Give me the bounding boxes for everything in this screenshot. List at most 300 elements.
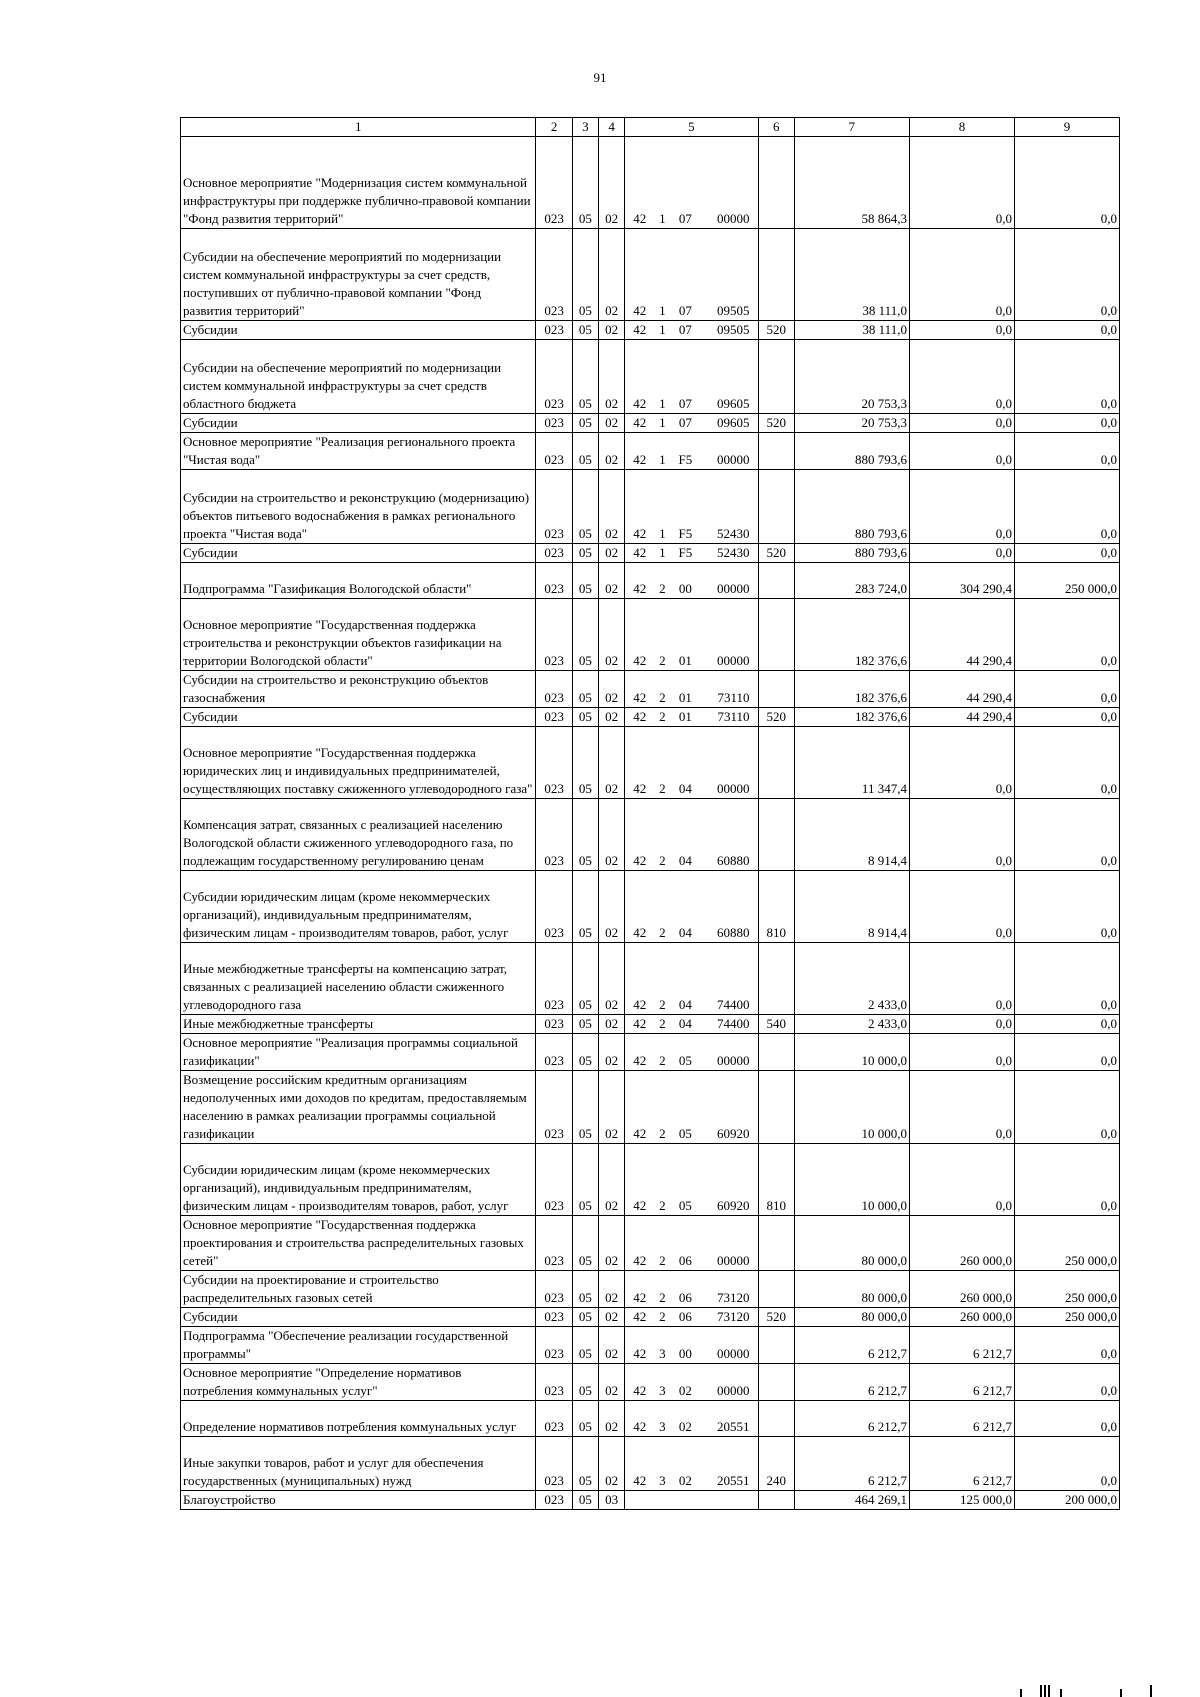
subsection-code: 02 bbox=[599, 1364, 625, 1401]
subsection-code: 02 bbox=[599, 340, 625, 414]
expense-type-code: 520 bbox=[758, 321, 794, 340]
target-article-part: 42 bbox=[633, 1346, 647, 1361]
expense-type-code bbox=[758, 563, 794, 599]
amount-col8: 44 290,4 bbox=[909, 708, 1014, 727]
target-article-part: 07 bbox=[678, 322, 692, 337]
target-article-part: 42 bbox=[633, 690, 647, 705]
target-article-part: 60920 bbox=[716, 1198, 750, 1213]
target-article-code bbox=[625, 1216, 758, 1271]
target-article-part: 05 bbox=[678, 1053, 692, 1068]
amount-col7: 10 000,0 bbox=[794, 1071, 909, 1144]
target-article-part: 05 bbox=[678, 1198, 692, 1213]
target-article-part: 1 bbox=[659, 322, 666, 337]
ved-code: 023 bbox=[536, 1437, 572, 1491]
amount-col9: 0,0 bbox=[1014, 321, 1119, 340]
amount-col9: 250 000,0 bbox=[1014, 563, 1119, 599]
target-article-parts bbox=[627, 1252, 755, 1270]
section-code: 05 bbox=[572, 433, 598, 470]
target-article-part: 1 bbox=[659, 452, 666, 467]
target-article-part: 42 bbox=[633, 1126, 647, 1141]
amount-col9: 0,0 bbox=[1014, 708, 1119, 727]
expense-type-code bbox=[758, 727, 794, 799]
amount-col9: 0,0 bbox=[1014, 1015, 1119, 1034]
section-code: 05 bbox=[572, 1401, 598, 1437]
target-article-part: 2 bbox=[659, 1198, 666, 1213]
table-row bbox=[181, 137, 1120, 229]
subsection-code: 02 bbox=[599, 1437, 625, 1491]
target-article-parts bbox=[627, 544, 755, 562]
ved-code: 023 bbox=[536, 433, 572, 470]
budget-table bbox=[180, 117, 1120, 1510]
target-article-part: 73110 bbox=[717, 709, 750, 724]
amount-col9: 0,0 bbox=[1014, 599, 1119, 671]
ved-code: 023 bbox=[536, 1015, 572, 1034]
amount-col9: 0,0 bbox=[1014, 1364, 1119, 1401]
row-name: Иные межбюджетные трансферты на компенсацию затрат, связанных с реализацией населению области сжиженного углеводородного газа bbox=[181, 943, 536, 1015]
subsection-code: 02 bbox=[599, 1015, 625, 1034]
target-article-part: 74400 bbox=[716, 997, 750, 1012]
subsection-code: 02 bbox=[599, 1271, 625, 1308]
target-article-part: 2 bbox=[659, 997, 666, 1012]
target-article-part: 2 bbox=[659, 853, 666, 868]
target-article-code bbox=[625, 1308, 758, 1327]
target-article-part: 73110 bbox=[717, 690, 750, 705]
amount-col8: 0,0 bbox=[909, 137, 1014, 229]
target-article-part: 07 bbox=[678, 211, 692, 226]
target-article-part: 42 bbox=[633, 997, 647, 1012]
target-article-part: 42 bbox=[633, 1253, 647, 1268]
amount-col8: 0,0 bbox=[909, 727, 1014, 799]
row-name: Подпрограмма "Газификация Вологодской области" bbox=[181, 563, 536, 599]
target-article-parts bbox=[627, 1345, 755, 1363]
target-article-part: 42 bbox=[633, 781, 647, 796]
expense-type-code bbox=[758, 1071, 794, 1144]
amount-col9: 0,0 bbox=[1014, 727, 1119, 799]
target-article-part: 73120 bbox=[716, 1309, 750, 1324]
amount-col8: 0,0 bbox=[909, 433, 1014, 470]
header-cell: 6 bbox=[758, 118, 794, 137]
target-article-part: 1 bbox=[659, 415, 666, 430]
ved-code: 023 bbox=[536, 727, 572, 799]
table-row bbox=[181, 229, 1120, 321]
table-row bbox=[181, 1327, 1120, 1364]
target-article-code bbox=[625, 414, 758, 433]
section-code: 05 bbox=[572, 1071, 598, 1144]
target-article-code bbox=[625, 671, 758, 708]
target-article-part: 06 bbox=[678, 1253, 692, 1268]
row-name: Субсидии на строительство и реконструкцию объектов газоснабжения bbox=[181, 671, 536, 708]
ved-code: 023 bbox=[536, 708, 572, 727]
target-article-part: 00000 bbox=[716, 1053, 750, 1068]
row-name: Основное мероприятие "Государственная поддержка проектирования и строительства распределительных газовых сетей" bbox=[181, 1216, 536, 1271]
section-code: 05 bbox=[572, 1491, 598, 1510]
row-name: Субсидии bbox=[181, 414, 536, 433]
section-code: 05 bbox=[572, 708, 598, 727]
amount-col7: 80 000,0 bbox=[794, 1271, 909, 1308]
target-article-part: 42 bbox=[633, 853, 647, 868]
expense-type-code bbox=[758, 433, 794, 470]
header-cell: 8 bbox=[909, 118, 1014, 137]
amount-col8: 260 000,0 bbox=[909, 1216, 1014, 1271]
subsection-code: 02 bbox=[599, 1327, 625, 1364]
target-article-part: 00000 bbox=[716, 211, 750, 226]
amount-col7: 20 753,3 bbox=[794, 340, 909, 414]
target-article-parts bbox=[627, 708, 755, 726]
amount-col8: 0,0 bbox=[909, 1015, 1014, 1034]
amount-col7: 2 433,0 bbox=[794, 1015, 909, 1034]
expense-type-code: 520 bbox=[758, 1308, 794, 1327]
scan-marks bbox=[1010, 1683, 1170, 1697]
amount-col9: 0,0 bbox=[1014, 470, 1119, 544]
target-article-part: 42 bbox=[633, 396, 647, 411]
amount-col7: 880 793,6 bbox=[794, 470, 909, 544]
ved-code: 023 bbox=[536, 599, 572, 671]
target-article-part: 00000 bbox=[716, 1253, 750, 1268]
amount-col7: 182 376,6 bbox=[794, 599, 909, 671]
row-name: Компенсация затрат, связанных с реализацией населению Вологодской области сжиженного углеводородного газа, по подлежащим государственному регулированию ценам bbox=[181, 799, 536, 871]
table-row bbox=[181, 1071, 1120, 1144]
table-row bbox=[181, 671, 1120, 708]
amount-col7: 880 793,6 bbox=[794, 433, 909, 470]
header-row bbox=[181, 118, 1120, 137]
target-article-part: 42 bbox=[633, 1016, 647, 1031]
target-article-parts bbox=[627, 996, 755, 1014]
table-row bbox=[181, 544, 1120, 563]
target-article-part: 04 bbox=[678, 1016, 692, 1031]
target-article-parts bbox=[627, 1197, 755, 1215]
amount-col7: 11 347,4 bbox=[794, 727, 909, 799]
target-article-part: 42 bbox=[633, 925, 647, 940]
row-name: Основное мероприятие "Реализация программы социальной газификации" bbox=[181, 1034, 536, 1071]
row-name: Основное мероприятие "Определение нормативов потребления коммунальных услуг" bbox=[181, 1364, 536, 1401]
target-article-part: 1 bbox=[659, 545, 666, 560]
amount-col8: 44 290,4 bbox=[909, 599, 1014, 671]
target-article-parts bbox=[627, 780, 755, 798]
expense-type-code: 810 bbox=[758, 871, 794, 943]
target-article-part: 00000 bbox=[716, 1346, 750, 1361]
target-article-part: 2 bbox=[659, 1016, 666, 1031]
ved-code: 023 bbox=[536, 1271, 572, 1308]
table-row bbox=[181, 871, 1120, 943]
target-article-part: 07 bbox=[678, 303, 692, 318]
row-name: Основное мероприятие "Реализация регионального проекта "Чистая вода" bbox=[181, 433, 536, 470]
target-article-parts bbox=[627, 1289, 755, 1307]
table-row bbox=[181, 1437, 1120, 1491]
target-article-parts bbox=[627, 852, 755, 870]
amount-col7: 6 212,7 bbox=[794, 1364, 909, 1401]
subsection-code: 02 bbox=[599, 470, 625, 544]
amount-col8: 125 000,0 bbox=[909, 1491, 1014, 1510]
section-code: 05 bbox=[572, 544, 598, 563]
amount-col9: 250 000,0 bbox=[1014, 1308, 1119, 1327]
amount-col8: 0,0 bbox=[909, 340, 1014, 414]
row-name: Субсидии bbox=[181, 321, 536, 340]
section-code: 05 bbox=[572, 1437, 598, 1491]
target-article-part: 00000 bbox=[716, 653, 750, 668]
target-article-code bbox=[625, 1364, 758, 1401]
row-name: Субсидии на строительство и реконструкцию (модернизацию) объектов питьевого водоснабжения в рамках регионального проекта "Чистая вода" bbox=[181, 470, 536, 544]
expense-type-code: 520 bbox=[758, 544, 794, 563]
target-article-part: 02 bbox=[678, 1419, 692, 1434]
table-row bbox=[181, 414, 1120, 433]
amount-col8: 0,0 bbox=[909, 871, 1014, 943]
target-article-part: 42 bbox=[633, 581, 647, 596]
amount-col8: 0,0 bbox=[909, 1144, 1014, 1216]
header-cell: 5 bbox=[625, 118, 758, 137]
ved-code: 023 bbox=[536, 137, 572, 229]
target-article-code bbox=[625, 229, 758, 321]
target-article-parts bbox=[627, 1418, 755, 1436]
table-row bbox=[181, 1308, 1120, 1327]
section-code: 05 bbox=[572, 414, 598, 433]
amount-col8: 0,0 bbox=[909, 1034, 1014, 1071]
target-article-part: 09505 bbox=[716, 322, 750, 337]
target-article-code bbox=[625, 708, 758, 727]
page-number: 91 bbox=[593, 70, 607, 85]
expense-type-code bbox=[758, 470, 794, 544]
subsection-code: 02 bbox=[599, 943, 625, 1015]
target-article-part: 07 bbox=[678, 396, 692, 411]
target-article-parts bbox=[627, 414, 755, 432]
subsection-code: 02 bbox=[599, 599, 625, 671]
section-code: 05 bbox=[572, 229, 598, 321]
ved-code: 023 bbox=[536, 943, 572, 1015]
table-row bbox=[181, 340, 1120, 414]
amount-col9: 0,0 bbox=[1014, 671, 1119, 708]
target-article-part: 06 bbox=[678, 1309, 692, 1324]
target-article-code bbox=[625, 544, 758, 563]
row-name: Основное мероприятие "Государственная поддержка строительства и реконструкции объектов газификации на территории Вологодской области" bbox=[181, 599, 536, 671]
expense-type-code bbox=[758, 340, 794, 414]
target-article-part: 09505 bbox=[716, 303, 750, 318]
target-article-part: F5 bbox=[678, 452, 693, 467]
table-row bbox=[181, 563, 1120, 599]
amount-col7: 464 269,1 bbox=[794, 1491, 909, 1510]
target-article-part: 74400 bbox=[716, 1016, 750, 1031]
target-article-part: 60880 bbox=[716, 853, 750, 868]
amount-col8: 6 212,7 bbox=[909, 1364, 1014, 1401]
target-article-part: 2 bbox=[659, 1253, 666, 1268]
ved-code: 023 bbox=[536, 321, 572, 340]
ved-code: 023 bbox=[536, 1401, 572, 1437]
ved-code: 023 bbox=[536, 799, 572, 871]
amount-col9: 0,0 bbox=[1014, 414, 1119, 433]
row-name: Иные закупки товаров, работ и услуг для обеспечения государственных (муниципальных) нужд bbox=[181, 1437, 536, 1491]
target-article-parts bbox=[627, 302, 755, 320]
target-article-part: 2 bbox=[659, 781, 666, 796]
expense-type-code: 520 bbox=[758, 708, 794, 727]
row-name: Субсидии на проектирование и строительство распределительных газовых сетей bbox=[181, 1271, 536, 1308]
target-article-part: 52430 bbox=[716, 545, 750, 560]
amount-col9: 0,0 bbox=[1014, 1034, 1119, 1071]
amount-col9: 0,0 bbox=[1014, 1144, 1119, 1216]
amount-col7: 8 914,4 bbox=[794, 871, 909, 943]
amount-col8: 6 212,7 bbox=[909, 1401, 1014, 1437]
target-article-part: 00000 bbox=[716, 452, 750, 467]
subsection-code: 02 bbox=[599, 414, 625, 433]
ved-code: 023 bbox=[536, 229, 572, 321]
target-article-part: 42 bbox=[633, 545, 647, 560]
expense-type-code bbox=[758, 229, 794, 321]
row-name: Возмещение российским кредитным организациям недополученных ими доходов по кредитам, предоставляемым населению в рамках реализации программы социальной газификации bbox=[181, 1071, 536, 1144]
row-name: Субсидии юридическим лицам (кроме некоммерческих организаций), индивидуальным предпринимателям, физическим лицам - производителям товаров, работ, услуг bbox=[181, 1144, 536, 1216]
target-article-code bbox=[625, 1401, 758, 1437]
ved-code: 023 bbox=[536, 544, 572, 563]
section-code: 05 bbox=[572, 1308, 598, 1327]
section-code: 05 bbox=[572, 340, 598, 414]
target-article-part: 07 bbox=[678, 415, 692, 430]
amount-col8: 260 000,0 bbox=[909, 1308, 1014, 1327]
expense-type-code bbox=[758, 799, 794, 871]
ved-code: 023 bbox=[536, 414, 572, 433]
amount-col7: 10 000,0 bbox=[794, 1034, 909, 1071]
amount-col8: 0,0 bbox=[909, 943, 1014, 1015]
amount-col7: 80 000,0 bbox=[794, 1216, 909, 1271]
section-code: 05 bbox=[572, 671, 598, 708]
target-article-code bbox=[625, 943, 758, 1015]
amount-col7: 6 212,7 bbox=[794, 1401, 909, 1437]
amount-col9: 250 000,0 bbox=[1014, 1271, 1119, 1308]
expense-type-code bbox=[758, 1216, 794, 1271]
target-article-part: 00000 bbox=[716, 781, 750, 796]
amount-col8: 0,0 bbox=[909, 321, 1014, 340]
target-article-code bbox=[625, 563, 758, 599]
target-article-part: 20551 bbox=[716, 1473, 750, 1488]
row-name: Определение нормативов потребления коммунальных услуг bbox=[181, 1401, 536, 1437]
ved-code: 023 bbox=[536, 1364, 572, 1401]
target-article-code bbox=[625, 1437, 758, 1491]
target-article-part: 60920 bbox=[716, 1126, 750, 1141]
subsection-code: 02 bbox=[599, 433, 625, 470]
amount-col9: 250 000,0 bbox=[1014, 1216, 1119, 1271]
ved-code: 023 bbox=[536, 1491, 572, 1510]
row-name: Субсидии bbox=[181, 544, 536, 563]
target-article-parts bbox=[627, 924, 755, 942]
amount-col8: 304 290,4 bbox=[909, 563, 1014, 599]
header-cell: 1 bbox=[181, 118, 536, 137]
section-code: 05 bbox=[572, 137, 598, 229]
amount-col7: 182 376,6 bbox=[794, 708, 909, 727]
amount-col7: 58 864,3 bbox=[794, 137, 909, 229]
amount-col9: 0,0 bbox=[1014, 1071, 1119, 1144]
amount-col7: 80 000,0 bbox=[794, 1308, 909, 1327]
target-article-part: 2 bbox=[659, 1126, 666, 1141]
section-code: 05 bbox=[572, 470, 598, 544]
row-name: Благоустройство bbox=[181, 1491, 536, 1510]
target-article-part: 42 bbox=[633, 211, 647, 226]
table-row bbox=[181, 1401, 1120, 1437]
target-article-part: 02 bbox=[678, 1473, 692, 1488]
target-article-parts bbox=[627, 1382, 755, 1400]
subsection-code: 02 bbox=[599, 708, 625, 727]
target-article-part: 02 bbox=[678, 1383, 692, 1398]
amount-col9: 0,0 bbox=[1014, 943, 1119, 1015]
section-code: 05 bbox=[572, 1271, 598, 1308]
table-row bbox=[181, 727, 1120, 799]
amount-col7: 8 914,4 bbox=[794, 799, 909, 871]
expense-type-code bbox=[758, 943, 794, 1015]
expense-type-code bbox=[758, 137, 794, 229]
amount-col9: 0,0 bbox=[1014, 340, 1119, 414]
amount-col7: 38 111,0 bbox=[794, 321, 909, 340]
target-article-code bbox=[625, 1144, 758, 1216]
target-article-parts bbox=[627, 210, 755, 228]
amount-col7: 880 793,6 bbox=[794, 544, 909, 563]
target-article-part: 3 bbox=[659, 1473, 666, 1488]
subsection-code: 02 bbox=[599, 563, 625, 599]
ved-code: 023 bbox=[536, 1071, 572, 1144]
subsection-code: 02 bbox=[599, 137, 625, 229]
subsection-code: 02 bbox=[599, 1308, 625, 1327]
amount-col9: 0,0 bbox=[1014, 1437, 1119, 1491]
target-article-parts bbox=[627, 1015, 755, 1033]
row-name: Основное мероприятие "Модернизация систем коммунальной инфраструктуры при поддержке публично-правовой компании "Фонд развития территорий" bbox=[181, 137, 536, 229]
subsection-code: 02 bbox=[599, 1071, 625, 1144]
target-article-part: 42 bbox=[633, 709, 647, 724]
target-article-part: 42 bbox=[633, 1419, 647, 1434]
ved-code: 023 bbox=[536, 1308, 572, 1327]
target-article-part: 2 bbox=[659, 1053, 666, 1068]
target-article-code bbox=[625, 433, 758, 470]
subsection-code: 02 bbox=[599, 321, 625, 340]
header-cell: 3 bbox=[572, 118, 598, 137]
target-article-part: 42 bbox=[633, 1198, 647, 1213]
target-article-part: 2 bbox=[659, 1309, 666, 1324]
table-row bbox=[181, 1144, 1120, 1216]
table-row bbox=[181, 1271, 1120, 1308]
table-row bbox=[181, 433, 1120, 470]
target-article-parts bbox=[627, 395, 755, 413]
amount-col9: 200 000,0 bbox=[1014, 1491, 1119, 1510]
target-article-parts bbox=[627, 1472, 755, 1490]
expense-type-code: 520 bbox=[758, 414, 794, 433]
amount-col9: 0,0 bbox=[1014, 544, 1119, 563]
section-code: 05 bbox=[572, 1364, 598, 1401]
target-article-part: 1 bbox=[659, 303, 666, 318]
row-name: Субсидии на обеспечение мероприятий по модернизации систем коммунальной инфраструктуры за счет средств, поступивших от публично-правовой компании "Фонд развития территорий" bbox=[181, 229, 536, 321]
target-article-part: 42 bbox=[633, 415, 647, 430]
target-article-part: 00 bbox=[678, 1346, 692, 1361]
target-article-code bbox=[625, 1071, 758, 1144]
target-article-parts bbox=[627, 652, 755, 670]
table-row bbox=[181, 943, 1120, 1015]
table-row bbox=[181, 470, 1120, 544]
amount-col8: 0,0 bbox=[909, 544, 1014, 563]
target-article-part: 3 bbox=[659, 1346, 666, 1361]
target-article-part: 01 bbox=[678, 653, 692, 668]
subsection-code: 02 bbox=[599, 544, 625, 563]
amount-col9: 0,0 bbox=[1014, 1327, 1119, 1364]
target-article-parts bbox=[627, 689, 755, 707]
target-article-parts bbox=[627, 321, 755, 339]
row-name: Субсидии bbox=[181, 708, 536, 727]
target-article-part: 05 bbox=[678, 1126, 692, 1141]
target-article-code bbox=[625, 470, 758, 544]
header-cell: 7 bbox=[794, 118, 909, 137]
amount-col9: 0,0 bbox=[1014, 799, 1119, 871]
row-name: Субсидии юридическим лицам (кроме некоммерческих организаций), индивидуальным предпринимателям, физическим лицам - производителям товаров, работ, услуг bbox=[181, 871, 536, 943]
target-article-part: 42 bbox=[633, 526, 647, 541]
target-article-part: 20551 bbox=[716, 1419, 750, 1434]
target-article-part: 04 bbox=[678, 781, 692, 796]
table-row bbox=[181, 1216, 1120, 1271]
target-article-part: 04 bbox=[678, 925, 692, 940]
target-article-code bbox=[625, 1327, 758, 1364]
target-article-part: 2 bbox=[659, 709, 666, 724]
ved-code: 023 bbox=[536, 871, 572, 943]
target-article-part: 2 bbox=[659, 1290, 666, 1305]
amount-col9: 0,0 bbox=[1014, 229, 1119, 321]
